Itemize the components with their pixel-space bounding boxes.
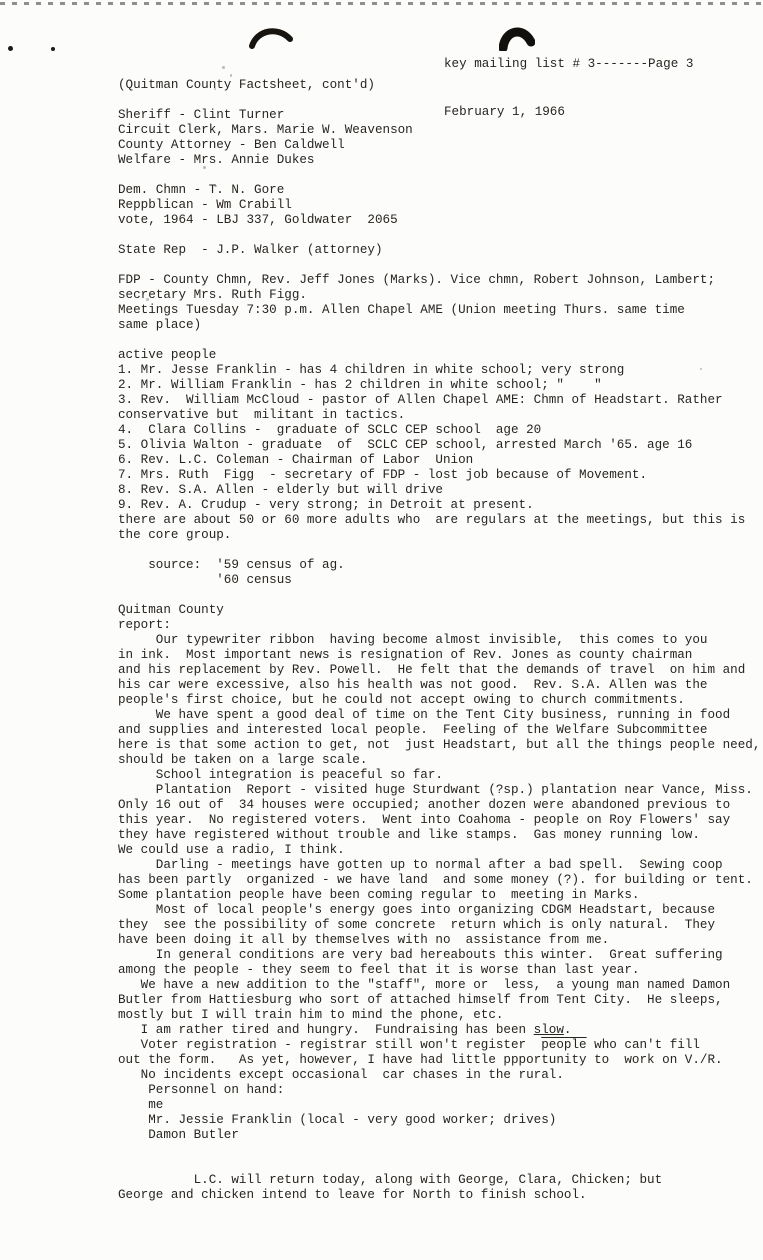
ink-speck-icon [51, 47, 55, 51]
document-line: We have spent a good deal of time on the Tent City business, running in food [118, 708, 731, 722]
document-line: 9. Rev. A. Crudup - very strong; in Detroit at present. [118, 498, 534, 512]
document-line: his car were excessive, also his health was not good. Rev. S.A. Allen was the [118, 678, 708, 692]
text-segment: Voter registration - registrar still won't register [118, 1038, 542, 1052]
document-line: Butler from Hattiesburg who sort of attached himself from Tent City. He sleeps, [118, 993, 723, 1007]
document-line: mostly but I will train him to mind the phone, etc. [118, 1008, 504, 1022]
document-line: County Attorney - Ben Caldwell [118, 138, 345, 152]
document-line [118, 168, 758, 183]
document-line: Sheriff - Clint Turner [118, 108, 285, 122]
document-line [118, 588, 758, 603]
document-line [118, 228, 758, 243]
text-segment: I am rather tired and hungry. Fundraising has been [118, 1023, 534, 1037]
document-line: 5. Olivia Walton - graduate of SCLC CEP school, arrested March '65. age 16 [118, 438, 693, 452]
document-line: same place) [118, 318, 202, 332]
document-line: Our typewriter ribbon having become almost invisible, this comes to you [118, 633, 708, 647]
document-line: Mr. Jessie Franklin (local - very good worker; drives) [118, 1113, 557, 1127]
document-line [118, 1023, 758, 1038]
document-line: Dem. Chmn - T. N. Gore [118, 183, 285, 197]
document-line: in ink. Most important news is resignation of Rev. Jones as county chairman [118, 648, 693, 662]
document-line: this year. No registered voters. Went into Coahoma - people on Roy Flowers' say [118, 813, 731, 827]
document-line: Some plantation people have been coming regular to meeting in Marks. [118, 888, 640, 902]
document-line [118, 93, 758, 108]
document-line: among the people - they seem to feel that it is worse than last year. [118, 963, 640, 977]
document-line: secretary Mrs. Ruth Figg. [118, 288, 307, 302]
document-line: people's first choice, but he could not accept owing to church commitments. [118, 693, 685, 707]
document-line: We could use a radio, I think. [118, 843, 345, 857]
document-line: has been partly organized - we have land and some money (?). for building or tent. [118, 873, 753, 887]
document-line: State Rep - J.P. Walker (attorney) [118, 243, 383, 257]
document-line: 3. Rev. William McCloud - pastor of Allen Chapel AME: Chmn of Headstart. Rather [118, 393, 723, 407]
document-line: Meetings Tuesday 7:30 p.m. Allen Chapel AME (Union meeting Thurs. same time [118, 303, 685, 317]
document-line: FDP - County Chmn, Rev. Jeff Jones (Marks). Vice chmn, Robert Johnson, Lambert; [118, 273, 716, 287]
document-line [118, 543, 758, 558]
document-line: there are about 50 or 60 more adults who are regulars at the meetings, but this is [118, 513, 746, 527]
document-line: We have a new addition to the "staff", more or less, a young man named Damon [118, 978, 731, 992]
document-line: the core group. [118, 528, 232, 542]
text-segment: who can't fill [586, 1038, 700, 1052]
ink-speck-icon [230, 74, 232, 77]
document-line [118, 1038, 758, 1053]
document-body [118, 78, 761, 1203]
header-line-2: February 1, 1966 [444, 105, 565, 119]
document-line [118, 333, 758, 348]
document-line: School integration is peaceful so far. [118, 768, 443, 782]
document-line: and supplies and interested local people. Feeling of the Welfare Subcommittee [118, 723, 708, 737]
document-line: have been doing it all by themselves with no assistance from me. [118, 933, 610, 947]
document-line: (Quitman County Factsheet, cont'd) [118, 78, 375, 92]
document-line: '60 census [118, 573, 292, 587]
document-line: Only 16 out of 34 houses were occupied; another dozen were abandoned previous to [118, 798, 731, 812]
document-line: report: [118, 618, 171, 632]
document-line: they have registered without trouble and like stamps. Gas money running low. [118, 828, 700, 842]
document-line: me [118, 1098, 164, 1112]
document-line: source: '59 census of ag. [118, 558, 345, 572]
document-line: Reppblican - Wm Crabill [118, 198, 292, 212]
document-line: George and chicken intend to leave for North to finish school. [118, 1188, 587, 1202]
document-line: Quitman County [118, 603, 224, 617]
document-line: 2. Mr. William Franklin - has 2 children in white school; " " [118, 378, 602, 392]
document-line: active people [118, 348, 217, 362]
document-line: here is that some action to get, not just Headstart, but all the things people need, [118, 738, 761, 752]
document-line: Most of local people's energy goes into organizing CDGM Headstart, because [118, 903, 716, 917]
underlined-text: slow [533, 1023, 564, 1037]
ink-speck-icon [8, 46, 13, 51]
document-line: Circuit Clerk, Mars. Marie W. Weavenson [118, 123, 413, 137]
ink-blob-mark-icon [499, 24, 535, 56]
document-line: In general conditions are very bad hereabouts this winter. Great suffering [118, 948, 723, 962]
document-line: should be taken on a large scale. [118, 753, 368, 767]
document-line: Darling - meetings have gotten up to normal after a bad spell. Sewing coop [118, 858, 723, 872]
document-line: Personnel on hand: [118, 1083, 285, 1097]
overlined-text: people [541, 1038, 587, 1052]
document-line: out the form. As yet, however, I have had little ppportunity to work on V./R. [118, 1053, 723, 1067]
document-line: Plantation Report - visited huge Sturdwant (?sp.) plantation near Vance, Miss. [118, 783, 753, 797]
document-line [118, 1158, 758, 1173]
document-line [118, 258, 758, 273]
header-line-1: key mailing list # 3-------Page 3 [444, 57, 694, 71]
ink-speck-icon [222, 66, 225, 69]
text-segment: . [563, 1023, 572, 1037]
document-line: 4. Clara Collins - graduate of SCLC CEP school age 20 [118, 423, 542, 437]
document-line: Damon Butler [118, 1128, 239, 1142]
document-line: they see the possibility of some concrete return which is only natural. They [118, 918, 716, 932]
perforation-dashes-icon [0, 2, 763, 5]
document-line: Welfare - Mrs. Annie Dukes [118, 153, 315, 167]
document-line: 6. Rev. L.C. Coleman - Chairman of Labor Union [118, 453, 474, 467]
document-line: L.C. will return today, along with George, Clara, Chicken; but [118, 1173, 663, 1187]
document-line: 7. Mrs. Ruth Figg - secretary of FDP - lost job because of Movement. [118, 468, 648, 482]
document-line: 8. Rev. S.A. Allen - elderly but will drive [118, 483, 443, 497]
document-line: No incidents except occasional car chases in the rural. [118, 1068, 564, 1082]
document-line: conservative but militant in tactics. [118, 408, 406, 422]
document-line [118, 1143, 758, 1158]
document-line: vote, 1964 - LBJ 337, Goldwater 2065 [118, 213, 398, 227]
ink-crescent-mark-icon [248, 26, 294, 55]
document-line: and his replacement by Rev. Powell. He felt that the demands of travel on him and [118, 663, 746, 677]
document-line: 1. Mr. Jesse Franklin - has 4 children in white school; very strong [118, 363, 625, 377]
